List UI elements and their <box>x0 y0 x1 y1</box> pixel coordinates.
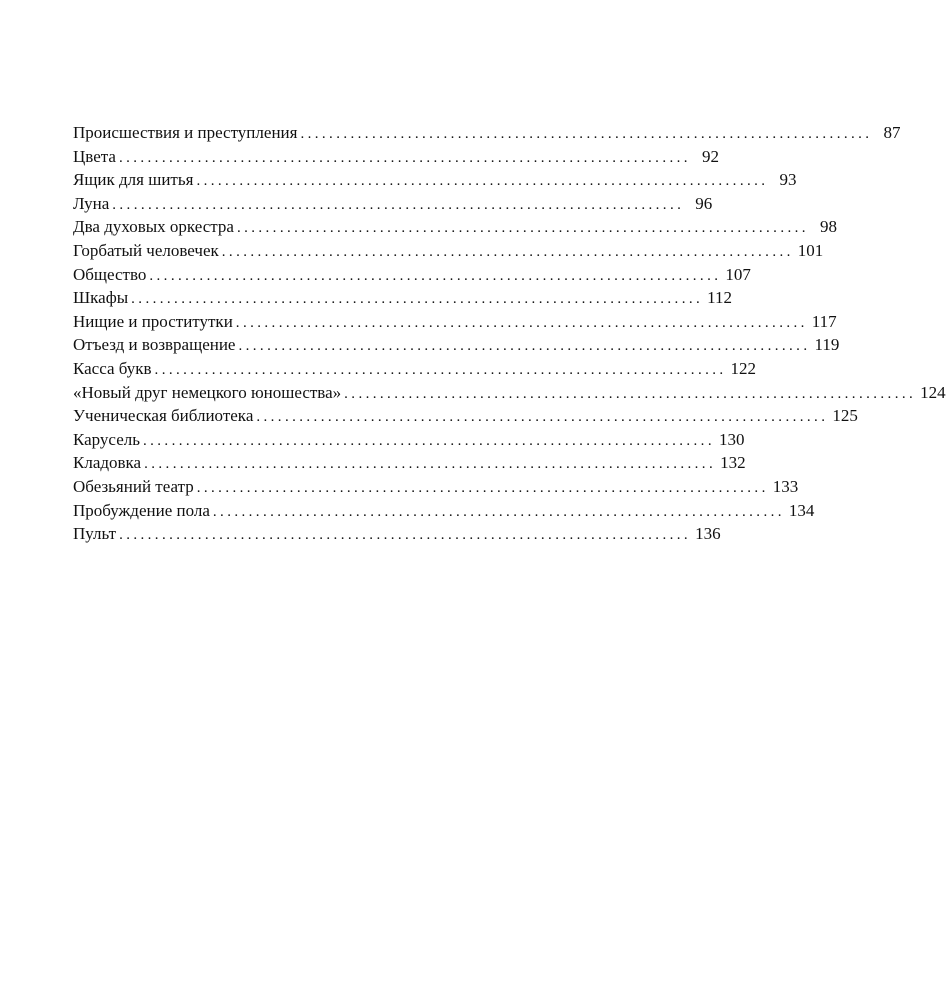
toc-entry-page: 132 <box>720 453 746 473</box>
dot-leader: ................................................................................ <box>300 126 873 142</box>
toc-entry-page: 124 <box>920 382 946 402</box>
dot-leader: ................................................................................ <box>149 267 722 284</box>
dot-leader: ................................................................................ <box>196 479 769 496</box>
toc-entry <box>73 381 946 405</box>
toc-entry-page: 125 <box>832 406 858 426</box>
dot-leader: ................................................................................ <box>221 243 794 260</box>
toc-entry-title: Луна <box>73 193 110 213</box>
toc-entry-page: 92 <box>701 146 719 166</box>
toc-entry <box>73 451 746 475</box>
toc-entry <box>73 475 799 499</box>
toc-entry <box>73 522 721 546</box>
toc-entry-title: Горбатый человечек <box>73 240 219 260</box>
dot-leader: ................................................................................ <box>236 220 809 237</box>
dot-leader: ................................................................................ <box>238 338 811 355</box>
dot-leader: ................................................................................ <box>344 385 917 402</box>
toc-entry <box>73 333 840 357</box>
toc-entry-page: 117 <box>811 311 837 331</box>
toc-entry-title: Ящик для шитья <box>73 170 194 190</box>
dot-leader: ................................................................................ <box>142 432 715 449</box>
toc-entry <box>73 286 733 310</box>
toc-entry-title: «Новый друг немецкого юношества» <box>73 382 342 402</box>
toc-entry-title: Отъезд и возвращение <box>73 335 236 355</box>
toc-entry-title: Шкафы <box>73 288 129 308</box>
toc-entry <box>73 192 713 216</box>
toc-entry-page: 134 <box>788 500 815 520</box>
toc-entry-title: Цвета <box>73 146 116 166</box>
dot-leader: ................................................................................ <box>256 409 829 426</box>
toc-entry-title: Два духовых оркестра <box>73 217 234 237</box>
toc-entry <box>73 404 858 428</box>
toc-entry-page: 93 <box>779 170 797 190</box>
toc-entry-title: Обезьяний театр <box>73 476 194 496</box>
toc-entry <box>73 357 757 381</box>
toc-entry-title: Ученическая библиотека <box>73 406 254 426</box>
dot-leader: ................................................................................ <box>131 291 704 308</box>
toc-entry <box>73 145 719 169</box>
toc-entry <box>73 499 815 523</box>
dot-leader: ................................................................................ <box>118 149 691 166</box>
toc-entry <box>73 428 745 452</box>
toc-entry-title: Происшествия и преступления <box>73 123 298 142</box>
dot-leader: ................................................................................ <box>112 196 685 213</box>
toc-entry <box>73 121 901 145</box>
toc-entry-title: Касса букв <box>73 358 152 378</box>
toc-entry-page: 101 <box>797 240 824 260</box>
toc-entry-title: Нищие и проститутки <box>73 311 233 331</box>
table-of-contents <box>73 121 946 546</box>
toc-entry-page: 119 <box>814 335 840 355</box>
toc-entry-page: 122 <box>730 358 757 378</box>
toc-entry-title: Карусель <box>73 429 140 449</box>
toc-entry <box>73 310 837 334</box>
toc-entry <box>73 239 824 263</box>
toc-entry-page: 130 <box>718 429 745 449</box>
dot-leader: ................................................................................ <box>235 314 808 331</box>
dot-leader: ................................................................................ <box>154 361 727 378</box>
toc-entry-page: 136 <box>695 524 721 544</box>
toc-entry-title: Кладовка <box>73 453 142 473</box>
toc-entry-title: Пульт <box>73 524 117 544</box>
dot-leader: ................................................................................ <box>144 456 717 473</box>
toc-entry-page: 133 <box>772 476 799 496</box>
dot-leader: ................................................................................ <box>119 527 692 544</box>
dot-leader: ................................................................................ <box>212 503 785 520</box>
dot-leader: ................................................................................ <box>196 173 769 190</box>
toc-entry-page: 96 <box>695 193 713 213</box>
toc-entry-title: Общество <box>73 264 147 284</box>
toc-entry-title: Пробуждение пола <box>73 500 210 520</box>
toc-entry-page: 112 <box>707 288 733 308</box>
toc-entry <box>73 215 837 239</box>
toc-entry-page: 107 <box>725 264 751 284</box>
toc-entry <box>73 263 751 287</box>
toc-entry <box>73 168 797 192</box>
toc-entry-page: 98 <box>819 217 837 237</box>
toc-entry-page: 87 <box>883 123 901 142</box>
